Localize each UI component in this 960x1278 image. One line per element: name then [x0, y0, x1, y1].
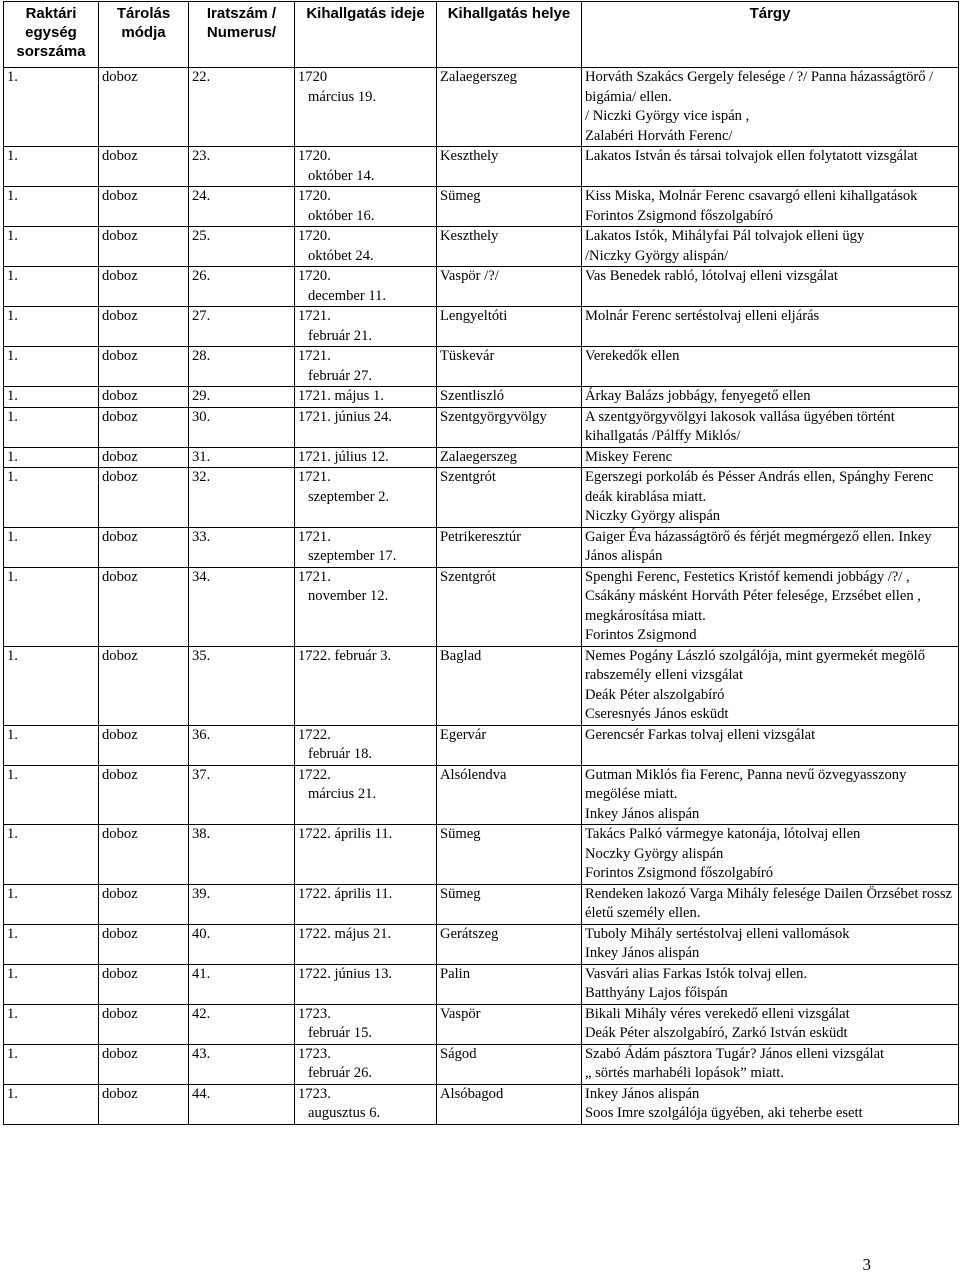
cell-subject — [582, 567, 959, 646]
date-line: 1722. április 11. — [298, 885, 393, 902]
cell-storage: doboz — [99, 307, 189, 347]
cell-place: Sümeg — [437, 187, 582, 227]
cell-unit: 1. — [4, 407, 99, 447]
subject-line: Gerencsér Farkas tolvaj elleni vizsgálat — [585, 726, 816, 743]
cell-date — [295, 825, 437, 885]
cell-storage: doboz — [99, 147, 189, 187]
cell-date — [295, 924, 437, 964]
cell-subject — [582, 307, 959, 347]
subject-line: Forintos Zsigmond főszolgabíró — [585, 207, 774, 224]
cell-subject — [582, 924, 959, 964]
table-row — [4, 387, 959, 408]
table-row — [4, 347, 959, 387]
cell-subject — [582, 447, 959, 468]
date-line: 1721. június 24. — [298, 408, 393, 425]
archive-table — [3, 1, 959, 1125]
subject-line: / Niczki György vice ispán , — [585, 108, 750, 124]
cell-number: 28. — [189, 347, 295, 387]
cell-storage: doboz — [99, 227, 189, 267]
cell-storage: doboz — [99, 646, 189, 725]
cell-storage: doboz — [99, 765, 189, 825]
cell-place: Tüskevár — [437, 347, 582, 387]
cell-number: 33. — [189, 527, 295, 567]
cell-number: 32. — [189, 468, 295, 528]
cell-date — [295, 1004, 437, 1044]
subject-line: Forintos Zsigmond — [585, 627, 697, 643]
cell-date — [295, 447, 437, 468]
table-row — [4, 307, 959, 347]
header-storage: Tárolás módja — [99, 2, 189, 68]
cell-unit: 1. — [4, 447, 99, 468]
subject-line: Molnár Ferenc sertéstolvaj elleni eljárás — [585, 308, 820, 324]
date-line: szeptember 2. — [308, 488, 390, 505]
cell-storage: doboz — [99, 1084, 189, 1124]
subject-line: Niczky György alispán — [585, 508, 721, 524]
subject-line: Cseresnyés János esküdt — [585, 706, 729, 722]
cell-number: 29. — [189, 387, 295, 408]
cell-number: 37. — [189, 765, 295, 825]
cell-unit: 1. — [4, 825, 99, 885]
table-row — [4, 147, 959, 187]
cell-place: Szentgrót — [437, 468, 582, 528]
cell-place: Alsóbagod — [437, 1084, 582, 1124]
date-line: október 16. — [308, 207, 375, 224]
date-line: 1723. — [298, 1005, 331, 1022]
table-row — [4, 68, 959, 147]
cell-date — [295, 267, 437, 307]
cell-unit: 1. — [4, 765, 99, 825]
cell-subject — [582, 227, 959, 267]
table-row — [4, 407, 959, 447]
cell-place: Zalaegerszeg — [437, 68, 582, 147]
date-line: 1720 — [298, 69, 328, 85]
cell-subject — [582, 1004, 959, 1044]
subject-line: Lakatos Istók, Mihályfai Pál tolvajok elleni ügy — [585, 228, 865, 244]
subject-line: Vasvári alias Farkas Istók tolvaj ellen. — [585, 965, 808, 982]
subject-line: A szentgyörgyvölgyi lakosok vallása ügyében történt kihallgatás /Pálffy Miklós/ — [585, 408, 895, 444]
cell-date — [295, 567, 437, 646]
table-row — [4, 725, 959, 765]
date-line: 1721. július 12. — [298, 448, 389, 465]
cell-storage: doboz — [99, 407, 189, 447]
cell-unit: 1. — [4, 1004, 99, 1044]
cell-storage: doboz — [99, 187, 189, 227]
cell-place: Alsólendva — [437, 765, 582, 825]
date-line: 1720. — [298, 188, 331, 204]
cell-place: Zalaegerszeg — [437, 447, 582, 468]
subject-line: Deák Péter alszolgabíró, Zarkó István esküdt — [585, 1025, 848, 1041]
cell-unit: 1. — [4, 468, 99, 528]
date-line: 1723. — [298, 1045, 331, 1062]
cell-unit: 1. — [4, 187, 99, 227]
date-line: 1722. — [298, 726, 331, 743]
date-line: 1722. május 21. — [298, 925, 392, 942]
cell-unit: 1. — [4, 307, 99, 347]
table-row — [4, 884, 959, 924]
cell-place: Egervár — [437, 725, 582, 765]
cell-unit: 1. — [4, 147, 99, 187]
cell-storage: doboz — [99, 68, 189, 147]
cell-number: 26. — [189, 267, 295, 307]
subject-line: Kiss Miska, Molnár Ferenc csavargó elleni kihallgatások — [585, 188, 918, 204]
cell-place: Baglad — [437, 646, 582, 725]
subject-line: Rendeken lakozó Varga Mihály felesége Dailen Örzsébet rossz életű személy ellen. — [585, 885, 953, 921]
table-row — [4, 646, 959, 725]
cell-subject — [582, 1044, 959, 1084]
table-row — [4, 227, 959, 267]
cell-number: 24. — [189, 187, 295, 227]
cell-place: Keszthely — [437, 227, 582, 267]
cell-date — [295, 646, 437, 725]
cell-place: Ságod — [437, 1044, 582, 1084]
cell-date — [295, 227, 437, 267]
cell-subject — [582, 725, 959, 765]
date-line: 1720. — [298, 228, 331, 244]
date-line: 1721. — [298, 568, 331, 585]
table-row — [4, 527, 959, 567]
subject-line: Batthyány Lajos főispán — [585, 985, 728, 1001]
cell-storage: doboz — [99, 964, 189, 1004]
cell-place: Szentgrót — [437, 567, 582, 646]
cell-unit: 1. — [4, 964, 99, 1004]
date-line: októbet 24. — [308, 247, 374, 264]
header-unit: Raktári egység sorszáma — [4, 2, 99, 68]
date-line: 1722. június 13. — [298, 965, 393, 982]
subject-line: Inkey János alispán — [585, 805, 700, 822]
date-line: február 15. — [308, 1025, 373, 1041]
subject-line: Lakatos István és társai tolvajok ellen folytatott vizsgálat — [585, 148, 918, 164]
cell-date — [295, 1084, 437, 1124]
page-number: 3 — [862, 1255, 871, 1274]
cell-place: Sümeg — [437, 884, 582, 924]
cell-date — [295, 468, 437, 528]
subject-line: Gutman Miklós fia Ferenc, Panna nevű özvegyasszony megölése miatt. — [585, 766, 907, 802]
cell-place: Szentliszló — [437, 387, 582, 408]
cell-subject — [582, 964, 959, 1004]
cell-subject — [582, 187, 959, 227]
date-line: 1721. — [298, 308, 331, 324]
cell-date — [295, 387, 437, 408]
subject-line: Inkey János alispán — [585, 945, 700, 961]
cell-subject — [582, 387, 959, 408]
cell-date — [295, 147, 437, 187]
date-line: 1721. — [298, 469, 331, 485]
subject-line: Tuboly Mihály sertéstolvaj elleni vallomások — [585, 925, 850, 942]
cell-place: Szentgyörgyvölgy — [437, 407, 582, 447]
cell-date — [295, 307, 437, 347]
cell-unit: 1. — [4, 347, 99, 387]
cell-storage: doboz — [99, 567, 189, 646]
header-row — [4, 2, 959, 68]
subject-line: Bikali Mihály véres verekedő elleni vizsgálat — [585, 1005, 850, 1022]
cell-date — [295, 1044, 437, 1084]
date-line: 1722. — [298, 766, 331, 783]
cell-subject — [582, 646, 959, 725]
subject-line: Zalabéri Horváth Ferenc/ — [585, 127, 733, 144]
date-line: február 27. — [308, 367, 373, 384]
subject-line: Soos Imre szolgálója ügyében, aki teherbe esett — [585, 1105, 863, 1121]
cell-number: 30. — [189, 407, 295, 447]
date-line: 1722. április 11. — [298, 826, 393, 842]
table-row — [4, 567, 959, 646]
cell-subject — [582, 1084, 959, 1124]
subject-line: Horváth Szakács Gergely felesége / ?/ Panna házasságtörő / bigámia/ ellen. — [585, 69, 934, 105]
cell-place: Gerátszeg — [437, 924, 582, 964]
cell-date — [295, 407, 437, 447]
cell-subject — [582, 527, 959, 567]
subject-line: Spenghi Ferenc, Festetics Kristóf kemendi jobbágy /?/ , Csákány másként Horváth Péter felesége, Erzsébet ellen , megkárosítása miatt. — [585, 568, 921, 624]
header-date: Kihallgatás ideje — [295, 2, 437, 68]
subject-line: „ sörtés marhabéli lopások” miatt. — [585, 1065, 784, 1081]
date-line: 1720. — [298, 148, 331, 164]
cell-number: 35. — [189, 646, 295, 725]
cell-storage: doboz — [99, 347, 189, 387]
cell-date — [295, 964, 437, 1004]
cell-number: 44. — [189, 1084, 295, 1124]
cell-subject — [582, 347, 959, 387]
cell-place: Palin — [437, 964, 582, 1004]
cell-subject — [582, 468, 959, 528]
cell-storage: doboz — [99, 267, 189, 307]
cell-number: 34. — [189, 567, 295, 646]
cell-number: 38. — [189, 825, 295, 885]
cell-date — [295, 725, 437, 765]
table-row — [4, 1084, 959, 1124]
cell-storage: doboz — [99, 884, 189, 924]
cell-storage: doboz — [99, 825, 189, 885]
subject-line: Szabó Ádám pásztora Tugár? János elleni vizsgálat — [585, 1045, 885, 1062]
date-line: augusztus 6. — [308, 1105, 381, 1121]
cell-subject — [582, 267, 959, 307]
cell-unit: 1. — [4, 387, 99, 408]
cell-unit: 1. — [4, 924, 99, 964]
subject-line: Nemes Pogány László szolgálója, mint gyermekét megölő rabszemély elleni vizsgálat — [585, 647, 926, 683]
cell-unit: 1. — [4, 567, 99, 646]
cell-storage: doboz — [99, 468, 189, 528]
cell-storage: doboz — [99, 725, 189, 765]
subject-line: Árkay Balázs jobbágy, fenyegető ellen — [585, 388, 811, 404]
date-line: március 21. — [308, 786, 377, 802]
table-body — [4, 68, 959, 1125]
table-row — [4, 825, 959, 885]
subject-line: Vas Benedek rabló, lótolvaj elleni vizsgálat — [585, 268, 838, 284]
cell-unit: 1. — [4, 1044, 99, 1084]
header-number: Iratszám / Numerus/ — [189, 2, 295, 68]
date-line: február 18. — [308, 746, 373, 762]
cell-unit: 1. — [4, 227, 99, 267]
cell-number: 27. — [189, 307, 295, 347]
cell-date — [295, 68, 437, 147]
subject-line: Noczky György alispán — [585, 845, 724, 862]
cell-date — [295, 347, 437, 387]
cell-number: 39. — [189, 884, 295, 924]
date-line: 1722. február 3. — [298, 647, 392, 664]
cell-number: 36. — [189, 725, 295, 765]
cell-place: Lengyeltóti — [437, 307, 582, 347]
cell-subject — [582, 884, 959, 924]
date-line: február 21. — [308, 327, 373, 344]
cell-date — [295, 187, 437, 227]
cell-unit: 1. — [4, 68, 99, 147]
cell-number: 31. — [189, 447, 295, 468]
cell-subject — [582, 407, 959, 447]
subject-line: Forintos Zsigmond főszolgabíró — [585, 865, 774, 881]
cell-number: 25. — [189, 227, 295, 267]
table-row — [4, 187, 959, 227]
date-line: 1721. — [298, 528, 331, 545]
subject-line: Egerszegi porkoláb és Pésser András ellen, Spánghy Ferenc deák kirablása miatt. — [585, 469, 934, 505]
cell-unit: 1. — [4, 527, 99, 567]
date-line: október 14. — [308, 167, 375, 184]
cell-storage: doboz — [99, 527, 189, 567]
cell-place: Keszthely — [437, 147, 582, 187]
subject-line: Gaiger Éva házasságtörő és férjét megmérgező ellen. Inkey János alispán — [585, 528, 932, 564]
cell-unit: 1. — [4, 725, 99, 765]
cell-number: 41. — [189, 964, 295, 1004]
cell-unit: 1. — [4, 884, 99, 924]
table-row — [4, 447, 959, 468]
table-row — [4, 1044, 959, 1084]
date-line: november 12. — [308, 588, 389, 604]
cell-unit: 1. — [4, 646, 99, 725]
subject-line: Miskey Ferenc — [585, 448, 673, 465]
date-line: március 19. — [308, 88, 377, 105]
cell-subject — [582, 765, 959, 825]
cell-number: 22. — [189, 68, 295, 147]
cell-place: Sümeg — [437, 825, 582, 885]
cell-number: 23. — [189, 147, 295, 187]
cell-unit: 1. — [4, 267, 99, 307]
table-row — [4, 924, 959, 964]
cell-date — [295, 527, 437, 567]
cell-subject — [582, 825, 959, 885]
cell-number: 42. — [189, 1004, 295, 1044]
date-line: december 11. — [308, 287, 387, 304]
cell-number: 43. — [189, 1044, 295, 1084]
cell-storage: doboz — [99, 447, 189, 468]
cell-place: Vaspör /?/ — [437, 267, 582, 307]
subject-line: Takács Palkó vármegye katonája, lótolvaj ellen — [585, 826, 861, 842]
cell-storage: doboz — [99, 387, 189, 408]
cell-storage: doboz — [99, 1004, 189, 1044]
cell-subject — [582, 68, 959, 147]
cell-unit: 1. — [4, 1084, 99, 1124]
subject-line: Deák Péter alszolgabíró — [585, 686, 725, 703]
date-line: 1723. — [298, 1085, 331, 1102]
subject-line: Verekedők ellen — [585, 348, 680, 364]
table-row — [4, 267, 959, 307]
date-line: 1720. — [298, 268, 331, 284]
header-place: Kihallgatás helye — [437, 2, 582, 68]
table-row — [4, 964, 959, 1004]
cell-date — [295, 884, 437, 924]
date-line: szeptember 17. — [308, 548, 397, 564]
date-line: 1721. — [298, 348, 331, 364]
subject-line: Inkey János alispán — [585, 1085, 700, 1102]
table-row — [4, 765, 959, 825]
cell-number: 40. — [189, 924, 295, 964]
cell-storage: doboz — [99, 924, 189, 964]
date-line: 1721. május 1. — [298, 388, 384, 404]
table-header — [4, 2, 959, 68]
cell-date — [295, 765, 437, 825]
cell-place: Vaspör — [437, 1004, 582, 1044]
date-line: február 26. — [308, 1065, 373, 1081]
table-row — [4, 468, 959, 528]
cell-storage: doboz — [99, 1044, 189, 1084]
subject-line: /Niczky György alispán/ — [585, 247, 729, 264]
header-subject: Tárgy — [582, 2, 959, 68]
cell-subject — [582, 147, 959, 187]
cell-place: Petrikeresztúr — [437, 527, 582, 567]
table-row — [4, 1004, 959, 1044]
